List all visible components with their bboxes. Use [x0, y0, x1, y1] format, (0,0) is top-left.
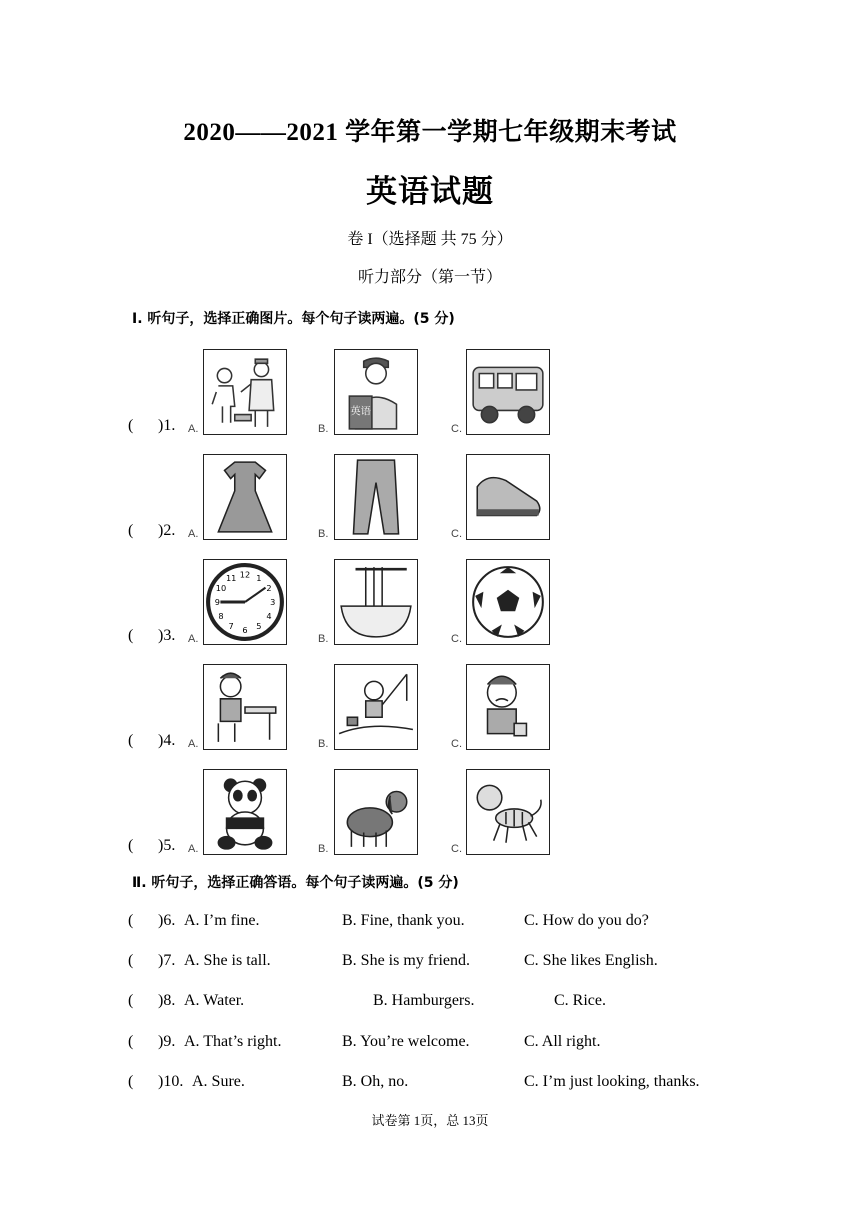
question-number: ( )2. [128, 522, 176, 539]
option-c[interactable]: C. Rice. [554, 992, 606, 1009]
option-letter: C. [451, 843, 462, 855]
option-b[interactable]: B. Hamburgers. [373, 992, 475, 1009]
question-number: ( )4. [128, 732, 176, 749]
trousers-icon[interactable] [334, 454, 418, 540]
option-letter: A. [188, 528, 199, 540]
clock-numeral: 10 [215, 583, 227, 594]
boy-fishing-icon[interactable] [334, 664, 418, 750]
clock-numeral: 4 [266, 610, 272, 621]
clock-numeral: 12 [239, 569, 251, 580]
answer-paren: ( [128, 992, 134, 1009]
clock-numeral: 2 [266, 583, 272, 594]
option-letter: B. [318, 843, 329, 855]
page-footer: 试卷第 1页，总 13页 [371, 1113, 489, 1128]
option-letter: B. [318, 528, 329, 540]
bus-icon[interactable] [466, 349, 550, 435]
listening-part-label: 听力部分（第一节） [357, 269, 502, 286]
answer-paren: ( [128, 1033, 134, 1050]
teacher-english-book-icon[interactable] [334, 349, 418, 435]
option-c[interactable]: C. How do you do? [524, 912, 649, 929]
option-c[interactable]: C. All right. [524, 1033, 601, 1050]
question-row-3 [128, 535, 728, 645]
doctor-patient-icon[interactable] [203, 349, 287, 435]
clock-numeral: 1 [256, 573, 262, 584]
option-a[interactable]: A. She is tall. [184, 952, 271, 969]
question-number: )8. [158, 992, 176, 1009]
clock-numeral: 3 [270, 597, 276, 608]
subject-title: 英语试题 [366, 174, 494, 210]
option-letter: B. [318, 738, 329, 750]
sneaker-icon[interactable] [466, 454, 550, 540]
option-b[interactable]: B. Oh, no. [342, 1073, 409, 1090]
question-number: )6. [158, 912, 176, 929]
option-a[interactable]: A. Water. [184, 992, 245, 1009]
question-number: ( )5. [128, 837, 176, 854]
clock-numeral: 6 [242, 624, 248, 635]
option-b[interactable]: B. You’re welcome. [342, 1033, 470, 1050]
question-number: )10. [158, 1073, 184, 1090]
paper-part-label: 卷 I（选择题 共 75 分） [347, 231, 513, 248]
question-row-5 [128, 745, 728, 855]
option-letter: A. [188, 423, 199, 435]
option-a[interactable]: A. I’m fine. [184, 912, 260, 929]
option-a[interactable]: A. That’s right. [184, 1033, 282, 1050]
exam-title: 2020——2021 学年第一学期七年级期末考试 [183, 119, 677, 146]
option-letter: A. [188, 633, 199, 645]
question-number: ( )3. [128, 627, 176, 644]
question-row-4 [128, 640, 728, 750]
noodles-icon[interactable] [334, 559, 418, 645]
option-letter: A. [188, 738, 199, 750]
option-c[interactable]: C. She likes English. [524, 952, 658, 969]
option-letter: B. [318, 423, 329, 435]
panda-icon[interactable] [203, 769, 287, 855]
dog-icon[interactable] [334, 769, 418, 855]
answer-paren: ( [128, 912, 134, 929]
answer-paren: ( [128, 1073, 134, 1090]
section-1-heading: Ⅰ. 听句子，选择正确图片。每个句子读两遍。(5 分) [132, 311, 455, 327]
clock-numeral: 7 [228, 621, 234, 632]
clock-icon[interactable] [203, 559, 287, 645]
soccer-ball-icon[interactable] [466, 559, 550, 645]
option-c[interactable]: C. I’m just looking, thanks. [524, 1073, 700, 1090]
clock-numeral: 11 [225, 573, 237, 584]
question-number: )7. [158, 952, 176, 969]
clock-numeral: 8 [218, 610, 224, 621]
option-letter: B. [318, 633, 329, 645]
answer-paren: ( [128, 952, 134, 969]
option-letter: C. [451, 423, 462, 435]
clock-numeral: 9 [214, 597, 220, 608]
option-b[interactable]: B. Fine, thank you. [342, 912, 465, 929]
option-letter: C. [451, 633, 462, 645]
question-number: )9. [158, 1033, 176, 1050]
option-a[interactable]: A. Sure. [192, 1073, 245, 1090]
clock-numeral: 5 [256, 621, 262, 632]
section-2-heading: Ⅱ. 听句子，选择正确答语。每个句子读两遍。(5 分) [132, 875, 459, 891]
question-row-1 [128, 325, 728, 435]
dress-icon[interactable] [203, 454, 287, 540]
option-letter: C. [451, 738, 462, 750]
question-number: ( )1. [128, 417, 176, 434]
sad-boy-icon[interactable] [466, 664, 550, 750]
option-letter: A. [188, 843, 199, 855]
tiger-icon[interactable] [466, 769, 550, 855]
book-cover-label: 英语 [350, 405, 371, 418]
option-letter: C. [451, 528, 462, 540]
question-row-2 [128, 430, 728, 540]
boy-at-desk-icon[interactable] [203, 664, 287, 750]
option-b[interactable]: B. She is my friend. [342, 952, 470, 969]
